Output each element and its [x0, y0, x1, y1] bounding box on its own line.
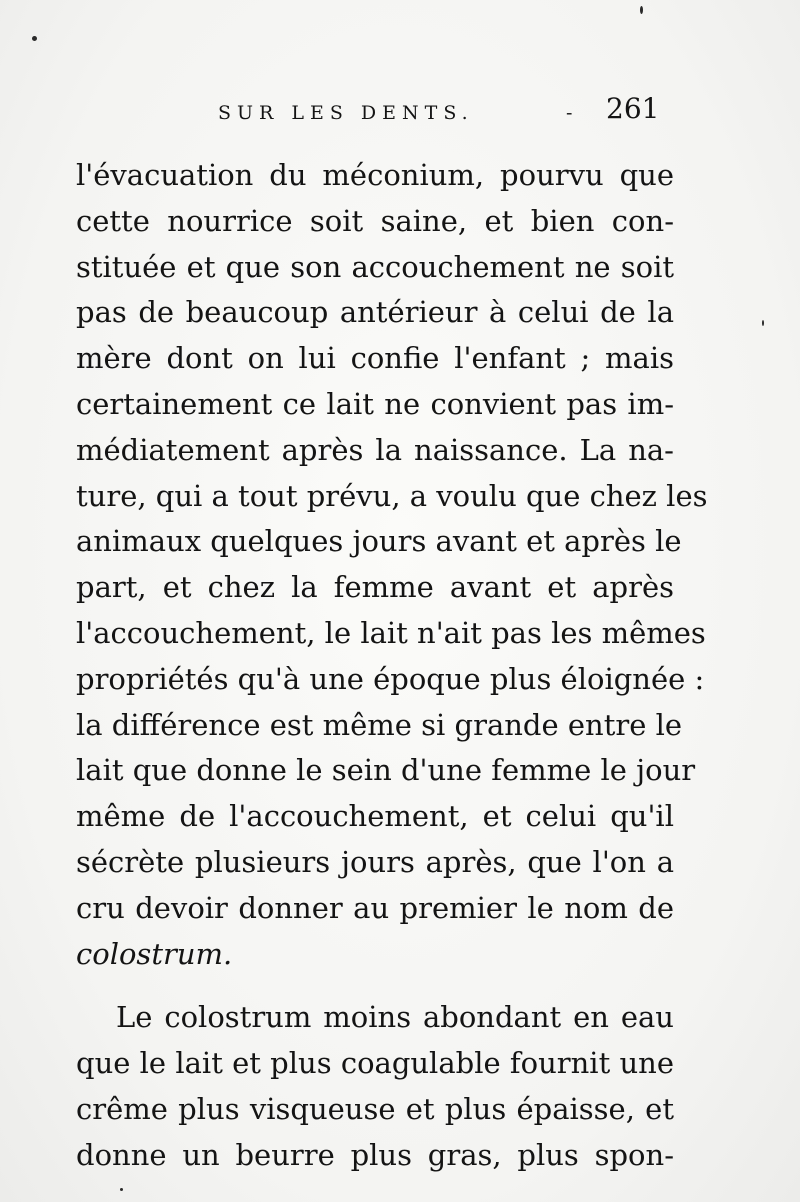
running-head	[0, 92, 800, 138]
text-line: certainement ce lait ne convient pas im-	[76, 386, 674, 421]
text-line: l'accouchement, le lait n'ait pas les mêmes	[76, 615, 706, 650]
text-line: pas de beaucoup antérieur à celui de la	[76, 295, 674, 330]
paper-speck	[120, 1188, 123, 1191]
text-line: donne un beurre plus gras, plus spon-	[76, 1137, 674, 1172]
body-text	[76, 153, 708, 1179]
text-line: cette nourrice soit saine, et bien con-	[76, 203, 674, 238]
text-line: crême plus visqueuse et plus épaisse, et	[76, 1091, 674, 1126]
text-line: cru devoir donner au premier le nom de	[76, 890, 674, 925]
text-line: part, et chez la femme avant et après	[76, 570, 674, 605]
text-line: sécrète plusieurs jours après, que l'on a	[76, 844, 674, 879]
running-head-title: SUR LES DENTS.	[218, 102, 474, 124]
paper-speck	[762, 320, 764, 326]
running-head-dash: -	[566, 102, 573, 124]
text-line: animaux quelques jours avant et après le	[76, 524, 682, 559]
paper-speck	[32, 36, 37, 41]
text-line: médiatement après la naissance. La na-	[76, 432, 674, 467]
page-number: 261	[606, 92, 660, 125]
text-line: lait que donne le sein d'une femme le jour	[76, 753, 696, 788]
text-line: même de l'accouchement, et celui qu'il	[76, 799, 674, 834]
text-line: stituée et que son accouchement ne soit	[76, 249, 674, 284]
text-line: l'évacuation du méconium, pourvu que	[76, 158, 674, 192]
text-line: ture, qui a tout prévu, a voulu que chez les	[76, 478, 708, 513]
text-line: la différence est même si grande entre le	[76, 707, 683, 742]
text-line: que le lait et plus coagulable fournit une	[76, 1046, 674, 1081]
text-line: Le colostrum moins abondant en eau	[116, 1000, 674, 1035]
paper-speck	[640, 6, 643, 14]
text-line-colostrum: colostrum.	[76, 936, 233, 971]
text-line: mère dont on lui confie l'enfant ; mais	[76, 341, 674, 376]
text-line: propriétés qu'à une époque plus éloignée :	[76, 661, 705, 696]
